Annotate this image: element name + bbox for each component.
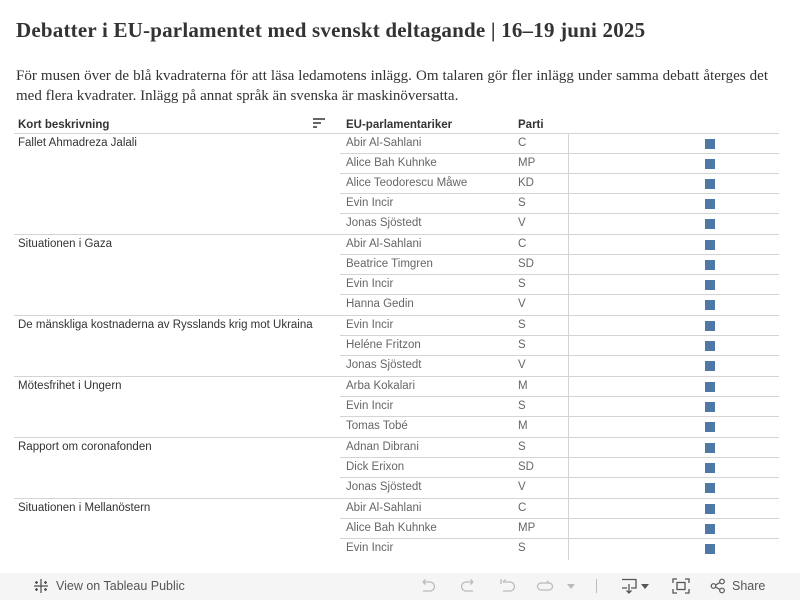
speech-mark[interactable] (705, 300, 715, 310)
table-row (340, 499, 779, 519)
speech-mark[interactable] (705, 199, 715, 209)
speech-mark[interactable] (705, 321, 715, 331)
speech-mark[interactable] (705, 483, 715, 493)
table-row (340, 438, 779, 458)
speech-mark[interactable] (705, 504, 715, 514)
party-code: S (518, 319, 526, 331)
party-code: S (518, 542, 526, 554)
debate-group (14, 438, 779, 499)
member-name: Adnan Dibrani (346, 441, 419, 453)
debate-description: De mänskliga kostnaderna av Rysslands krig mot Ukraina (18, 319, 313, 331)
speech-mark[interactable] (705, 524, 715, 534)
party-code: S (518, 400, 526, 412)
debate-description: Fallet Ahmadreza Jalali (18, 137, 137, 149)
debate-group (14, 235, 779, 316)
speech-mark[interactable] (705, 422, 715, 432)
speech-mark[interactable] (705, 463, 715, 473)
debate-group (14, 134, 779, 235)
column-divider (568, 519, 569, 539)
member-name: Arba Kokalari (346, 380, 416, 392)
speech-mark[interactable] (705, 544, 715, 554)
member-name: Jonas Sjöstedt (346, 359, 422, 371)
column-divider (568, 377, 569, 397)
table-row (340, 316, 779, 336)
member-name: Jonas Sjöstedt (346, 217, 422, 229)
party-code: S (518, 441, 526, 453)
table-row (340, 539, 779, 559)
member-name: Jonas Sjöstedt (346, 481, 422, 493)
table-row (340, 134, 779, 154)
debate-description: Mötesfrihet i Ungern (18, 380, 122, 392)
party-code: SD (518, 258, 534, 270)
speech-mark[interactable] (705, 361, 715, 371)
table-row (340, 295, 779, 315)
view-on-tableau-link[interactable] (33, 578, 185, 594)
undo-icon[interactable] (419, 578, 437, 594)
member-name: Abir Al-Sahlani (346, 502, 422, 514)
column-divider (568, 255, 569, 275)
party-code: MP (518, 522, 536, 534)
party-code: V (518, 298, 526, 310)
table-row (340, 377, 779, 397)
party-code: KD (518, 177, 534, 189)
table-row (340, 214, 779, 234)
speech-mark[interactable] (705, 260, 715, 270)
table-row (340, 417, 779, 437)
table-row (340, 397, 779, 417)
party-code: C (518, 502, 527, 514)
party-code: V (518, 359, 526, 371)
party-code: C (518, 137, 527, 149)
column-divider (568, 316, 569, 336)
member-name: Alice Bah Kuhnke (346, 522, 437, 534)
fullscreen-icon[interactable] (672, 578, 690, 594)
party-code: S (518, 197, 526, 209)
column-divider (568, 154, 569, 174)
member-name: Evin Incir (346, 278, 394, 290)
column-divider (568, 458, 569, 478)
member-name: Hanna Gedin (346, 298, 414, 310)
member-name: Dick Erixon (346, 461, 405, 473)
column-header-party[interactable]: Parti (518, 119, 544, 131)
table-row (340, 235, 779, 255)
column-divider (568, 275, 569, 295)
redo-icon[interactable] (459, 578, 477, 594)
tableau-logo-icon (33, 578, 49, 594)
column-divider (568, 174, 569, 194)
column-divider (568, 438, 569, 458)
speech-mark[interactable] (705, 402, 715, 412)
party-code: S (518, 278, 526, 290)
speech-mark[interactable] (705, 159, 715, 169)
debate-group (14, 499, 779, 559)
column-divider (568, 539, 569, 560)
party-code: MP (518, 157, 536, 169)
revert-icon[interactable] (499, 578, 517, 594)
column-divider (568, 336, 569, 356)
member-name: Tomas Tobé (346, 420, 408, 432)
table-row (340, 174, 779, 194)
debate-group (14, 377, 779, 438)
table-row (340, 275, 779, 295)
debate-table (14, 134, 779, 559)
party-code: V (518, 481, 526, 493)
member-name: Abir Al-Sahlani (346, 137, 422, 149)
party-code: V (518, 217, 526, 229)
speech-mark[interactable] (705, 443, 715, 453)
share-label: Share (732, 579, 766, 593)
table-row (340, 194, 779, 214)
column-divider (568, 397, 569, 417)
member-name: Evin Incir (346, 542, 394, 554)
tableau-toolbar (0, 573, 800, 600)
table-row (340, 356, 779, 376)
column-divider (568, 214, 569, 235)
debate-description: Rapport om coronafonden (18, 441, 152, 453)
download-icon[interactable] (621, 578, 651, 594)
toolbar-divider (596, 579, 597, 593)
member-name: Evin Incir (346, 400, 394, 412)
party-code: C (518, 238, 527, 250)
page-title: Debatter i EU-parlamentet med svenskt deltagande | 16–19 juni 2025 (16, 18, 646, 42)
column-divider (568, 194, 569, 214)
table-row (340, 478, 779, 498)
table-row (340, 336, 779, 356)
column-divider (568, 134, 569, 154)
table-row (340, 458, 779, 478)
member-name: Beatrice Timgren (346, 258, 433, 270)
speech-mark[interactable] (705, 382, 715, 392)
column-divider (568, 356, 569, 377)
party-code: SD (518, 461, 534, 473)
party-code: M (518, 420, 528, 432)
column-divider (568, 235, 569, 255)
speech-mark[interactable] (705, 240, 715, 250)
table-row (340, 255, 779, 275)
member-name: Evin Incir (346, 197, 394, 209)
view-on-tableau-label: View on Tableau Public (56, 579, 185, 593)
member-name: Heléne Fritzon (346, 339, 421, 351)
column-header-description[interactable]: Kort beskrivning (18, 119, 110, 131)
member-name: Evin Incir (346, 319, 394, 331)
debate-description: Situationen i Mellanöstern (18, 502, 151, 514)
speech-mark[interactable] (705, 139, 715, 149)
refresh-icon[interactable] (536, 578, 554, 594)
member-name: Abir Al-Sahlani (346, 238, 422, 250)
column-divider (568, 478, 569, 499)
column-divider (568, 295, 569, 316)
speech-mark[interactable] (705, 219, 715, 229)
speech-mark[interactable] (705, 341, 715, 351)
party-code: M (518, 380, 528, 392)
speech-mark[interactable] (705, 280, 715, 290)
member-name: Alice Teodorescu Måwe (346, 177, 468, 189)
sort-icon[interactable] (313, 118, 325, 129)
column-header-member[interactable]: EU-parlamentariker (346, 119, 453, 131)
share-icon (710, 578, 726, 594)
column-divider (568, 499, 569, 519)
column-divider (568, 417, 569, 438)
debate-description: Situationen i Gaza (18, 238, 112, 250)
table-row (340, 519, 779, 539)
share-button[interactable] (710, 578, 765, 594)
page-subtitle: För musen över de blå kvadraterna för att läsa ledamotens inlägg. Om talaren gör fler inlägg under samma debatt återges det med flera kvadrater. Inlägg på annat språk än svenska är maskinöversatta. (16, 68, 768, 104)
member-name: Alice Bah Kuhnke (346, 157, 437, 169)
table-row (340, 154, 779, 174)
dropdown-icon[interactable] (566, 578, 576, 594)
speech-mark[interactable] (705, 179, 715, 189)
party-code: S (518, 339, 526, 351)
debate-group (14, 316, 779, 377)
